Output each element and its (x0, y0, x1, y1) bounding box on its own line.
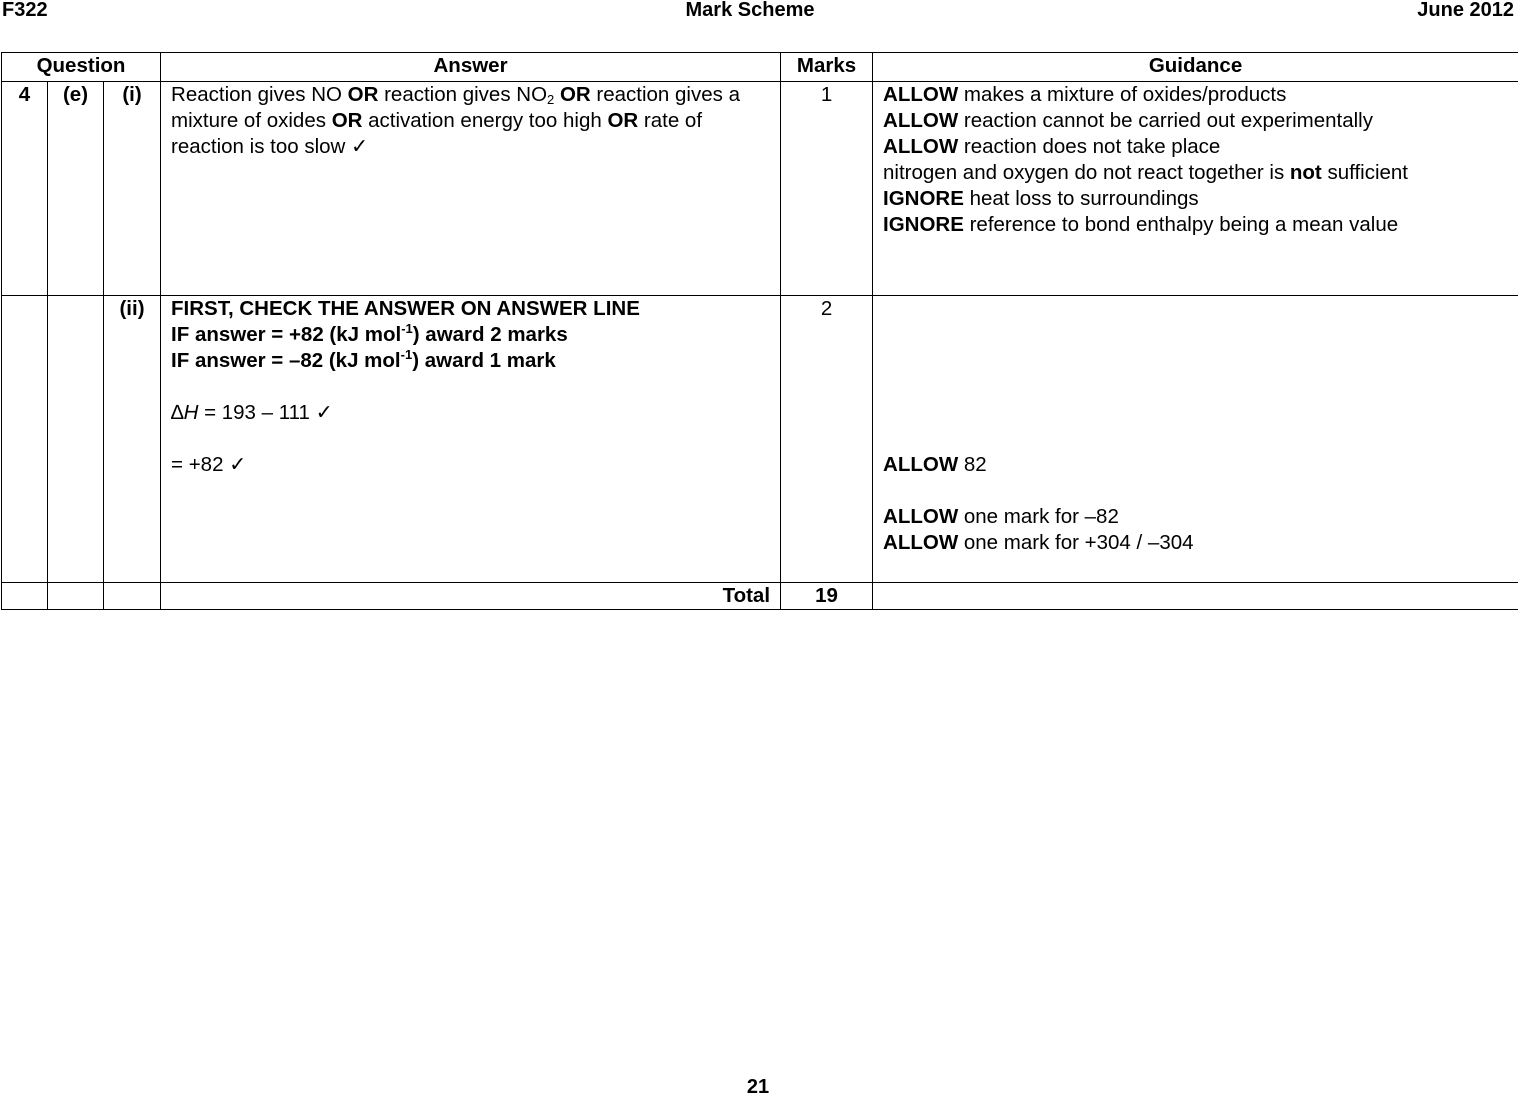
guidance-text: reaction cannot be carried out experimentally (958, 109, 1373, 132)
delta-symbol: ∆ (171, 401, 184, 424)
table-row (2, 296, 1518, 583)
question-part: (e) (48, 82, 104, 296)
or-keyword: OR (560, 83, 591, 106)
guidance-text: makes a mixture of oxides/products (958, 83, 1286, 106)
not-keyword: not (1290, 161, 1322, 184)
header-date: June 2012 (1417, 0, 1514, 22)
guidance-line (883, 530, 1508, 556)
guidance-line (883, 160, 1508, 186)
guidance-line (883, 108, 1508, 134)
col-question: Question (2, 53, 161, 82)
guidance-line (883, 212, 1508, 238)
allow-keyword: ALLOW (883, 83, 958, 106)
answer-cell (161, 82, 781, 296)
empty-cell (2, 583, 48, 610)
answer-line (171, 322, 770, 348)
total-marks: 19 (781, 583, 873, 610)
empty-cell (2, 296, 48, 583)
ignore-keyword: IGNORE (883, 187, 964, 210)
allow-keyword: ALLOW (883, 109, 958, 132)
or-keyword: OR (348, 83, 379, 106)
award-text: ) award 2 marks (413, 323, 568, 346)
superscript: -1 (401, 321, 413, 336)
or-keyword: OR (332, 109, 363, 132)
guidance-text: 82 (958, 453, 987, 476)
guidance-text: reference to bond enthalpy being a mean value (964, 213, 1398, 236)
empty-cell (48, 296, 104, 583)
empty-cell (873, 583, 1518, 610)
guidance-text: reaction does not take place (958, 135, 1220, 158)
guidance-text: nitrogen and oxygen do not react together is (883, 161, 1290, 184)
guidance-text: one mark for –82 (958, 505, 1119, 528)
col-answer: Answer (161, 53, 781, 82)
ignore-keyword: IGNORE (883, 213, 964, 236)
answer-text: reaction gives NO (378, 83, 547, 106)
award-text: IF answer = –82 (kJ mol (171, 349, 401, 372)
guidance-line (883, 134, 1508, 160)
guidance-text: heat loss to surroundings (964, 187, 1199, 210)
page-number: 21 (0, 1075, 1516, 1099)
header-title: Mark Scheme (0, 0, 1500, 22)
empty-cell (48, 583, 104, 610)
answer-cell (161, 296, 781, 583)
answer-text: Reaction gives NO (171, 83, 348, 106)
allow-keyword: ALLOW (883, 505, 958, 528)
guidance-line (883, 186, 1508, 212)
answer-line (171, 400, 770, 426)
question-number: 4 (2, 82, 48, 296)
answer-line (171, 296, 770, 322)
total-label: Total (161, 583, 781, 610)
working-text: = 193 – 111 ✓ (198, 401, 332, 424)
superscript: -1 (401, 347, 413, 362)
answer-text: rate of reaction is too slow ✓ (171, 109, 702, 158)
answer-line: = +82 ✓ (171, 452, 770, 478)
col-marks: Marks (781, 53, 873, 82)
header-row (2, 53, 1518, 82)
guidance-text: one mark for +304 / –304 (958, 531, 1193, 554)
mark-scheme-table (1, 52, 1518, 610)
guidance-cell (873, 82, 1518, 296)
guidance-text: sufficient (1322, 161, 1408, 184)
question-subpart: (i) (104, 82, 161, 296)
guidance-line (883, 504, 1508, 530)
answer-line (171, 348, 770, 374)
empty-cell (104, 583, 161, 610)
total-row (2, 583, 1518, 610)
col-guidance: Guidance (873, 53, 1518, 82)
allow-keyword: ALLOW (883, 453, 958, 476)
allow-keyword: ALLOW (883, 531, 958, 554)
enthalpy-symbol: H (184, 401, 199, 424)
subscript: 2 (547, 92, 554, 107)
or-keyword: OR (607, 109, 638, 132)
table-row (2, 82, 1518, 296)
marks-cell: 1 (781, 82, 873, 296)
marks-cell: 2 (781, 296, 873, 583)
guidance-line (883, 452, 1508, 478)
award-text: ) award 1 mark (412, 349, 556, 372)
header-left: F322 (2, 0, 48, 22)
award-text: IF answer = +82 (kJ mol (171, 323, 401, 346)
answer-text: reaction gives a mixture of oxides (171, 83, 740, 132)
check-instruction: FIRST, CHECK THE ANSWER ON ANSWER LINE (171, 297, 640, 320)
answer-text: activation energy too high (362, 109, 607, 132)
allow-keyword: ALLOW (883, 135, 958, 158)
question-subpart: (ii) (104, 296, 161, 583)
guidance-line (883, 82, 1508, 108)
guidance-cell (873, 296, 1518, 583)
